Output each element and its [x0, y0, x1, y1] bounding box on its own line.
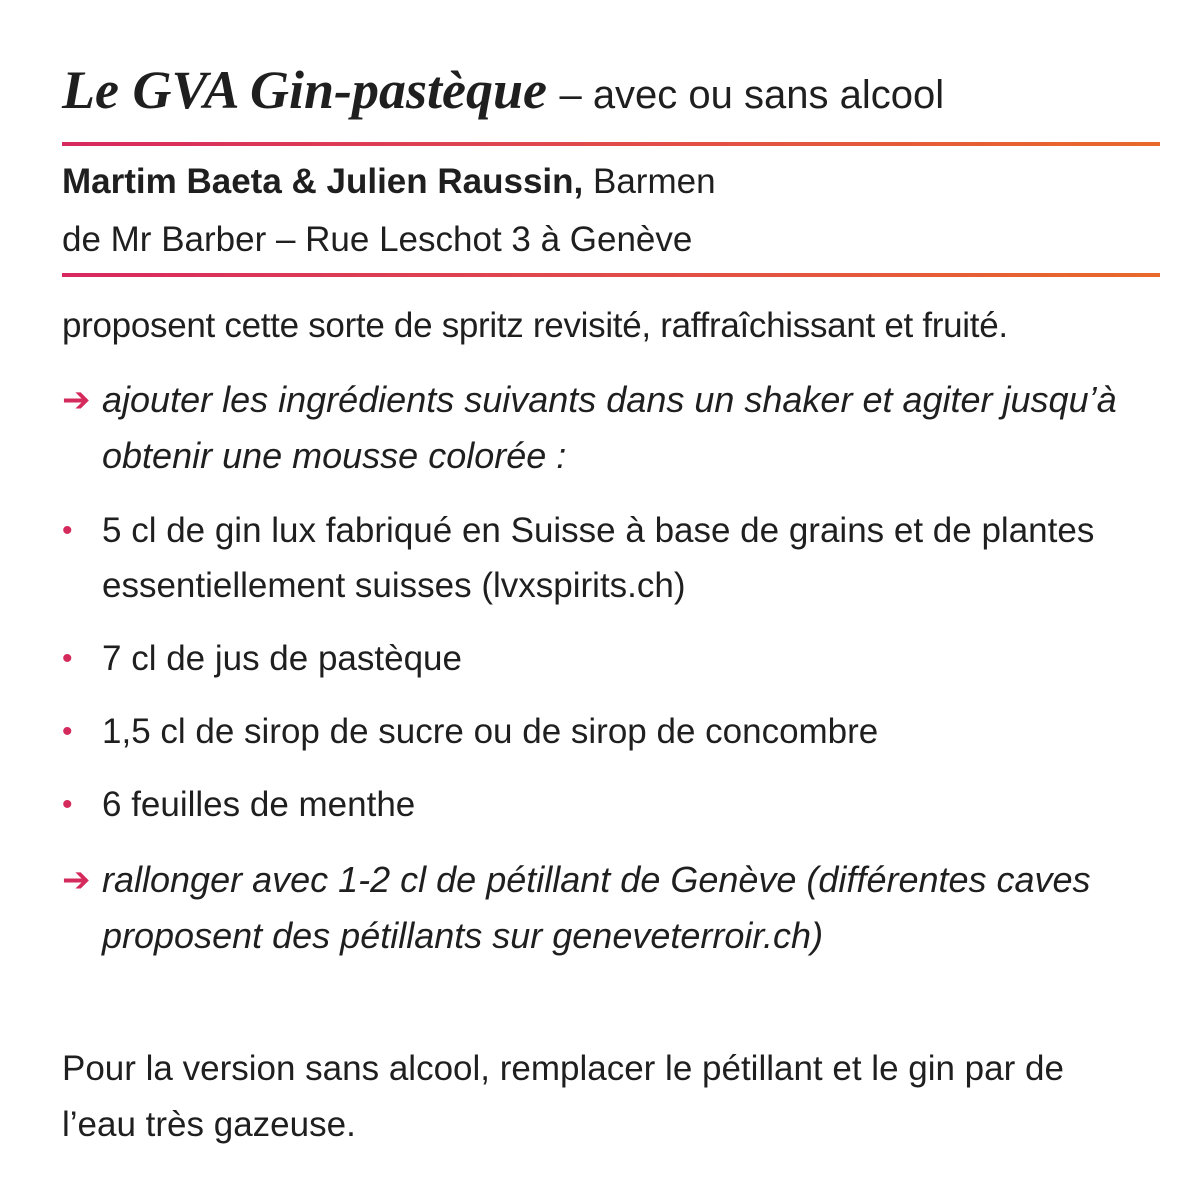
recipe-title [62, 58, 1162, 136]
ingredient-text: 7 cl de jus de pastèque [102, 639, 462, 678]
step-text: ajouter les ingrédients suivants dans un shaker et agiter jusqu’à obtenir une mousse colorée : [102, 379, 1117, 476]
bar-location: de Mr Barber – Rue Leschot 3 à Genève [62, 220, 693, 259]
step-shake [62, 372, 1162, 484]
list-item [62, 704, 1162, 759]
alcohol-free-note: Pour la version sans alcool, remplacer le pétillant et le gin par de l’eau très gazeuse. [62, 1049, 1064, 1144]
arrow-right-icon: ➔ [62, 381, 91, 419]
byline [62, 153, 716, 269]
byline-line-1 [62, 153, 716, 211]
ingredient-text: 6 feuilles de menthe [102, 785, 416, 824]
title-main: Le GVA Gin-pastèque [62, 60, 547, 120]
list-item [62, 777, 1162, 832]
bullet-icon: • [62, 514, 73, 547]
bullet-icon: • [62, 642, 73, 675]
bullet-icon: • [62, 715, 73, 748]
ingredient-list [62, 503, 1162, 850]
intro-text: proposent cette sorte de spritz revisité, raffraîchissant et fruité. [62, 306, 1008, 345]
title-subtitle: – avec ou sans alcool [559, 73, 945, 117]
bottom-divider [62, 273, 1160, 277]
top-divider [62, 142, 1160, 146]
ingredient-text: 1,5 cl de sirop de sucre ou de sirop de concombre [102, 712, 879, 751]
list-item [62, 631, 1162, 686]
bartender-names: Martim Baeta & Julien Raussin, [62, 162, 584, 201]
ingredient-text: 5 cl de gin lux fabriqué en Suisse à base de grains et de plantes essentiellement suisses (lvxspirits.ch) [102, 511, 1095, 605]
list-item [62, 503, 1162, 613]
bullet-icon: • [62, 788, 73, 821]
bartender-role: Barmen [583, 162, 716, 201]
arrow-right-icon: ➔ [62, 861, 91, 899]
step-text: rallonger avec 1-2 cl de pétillant de Genève (différentes caves proposent des pétillants sur geneveterroir.ch) [102, 859, 1091, 956]
step-top-up [62, 852, 1162, 964]
